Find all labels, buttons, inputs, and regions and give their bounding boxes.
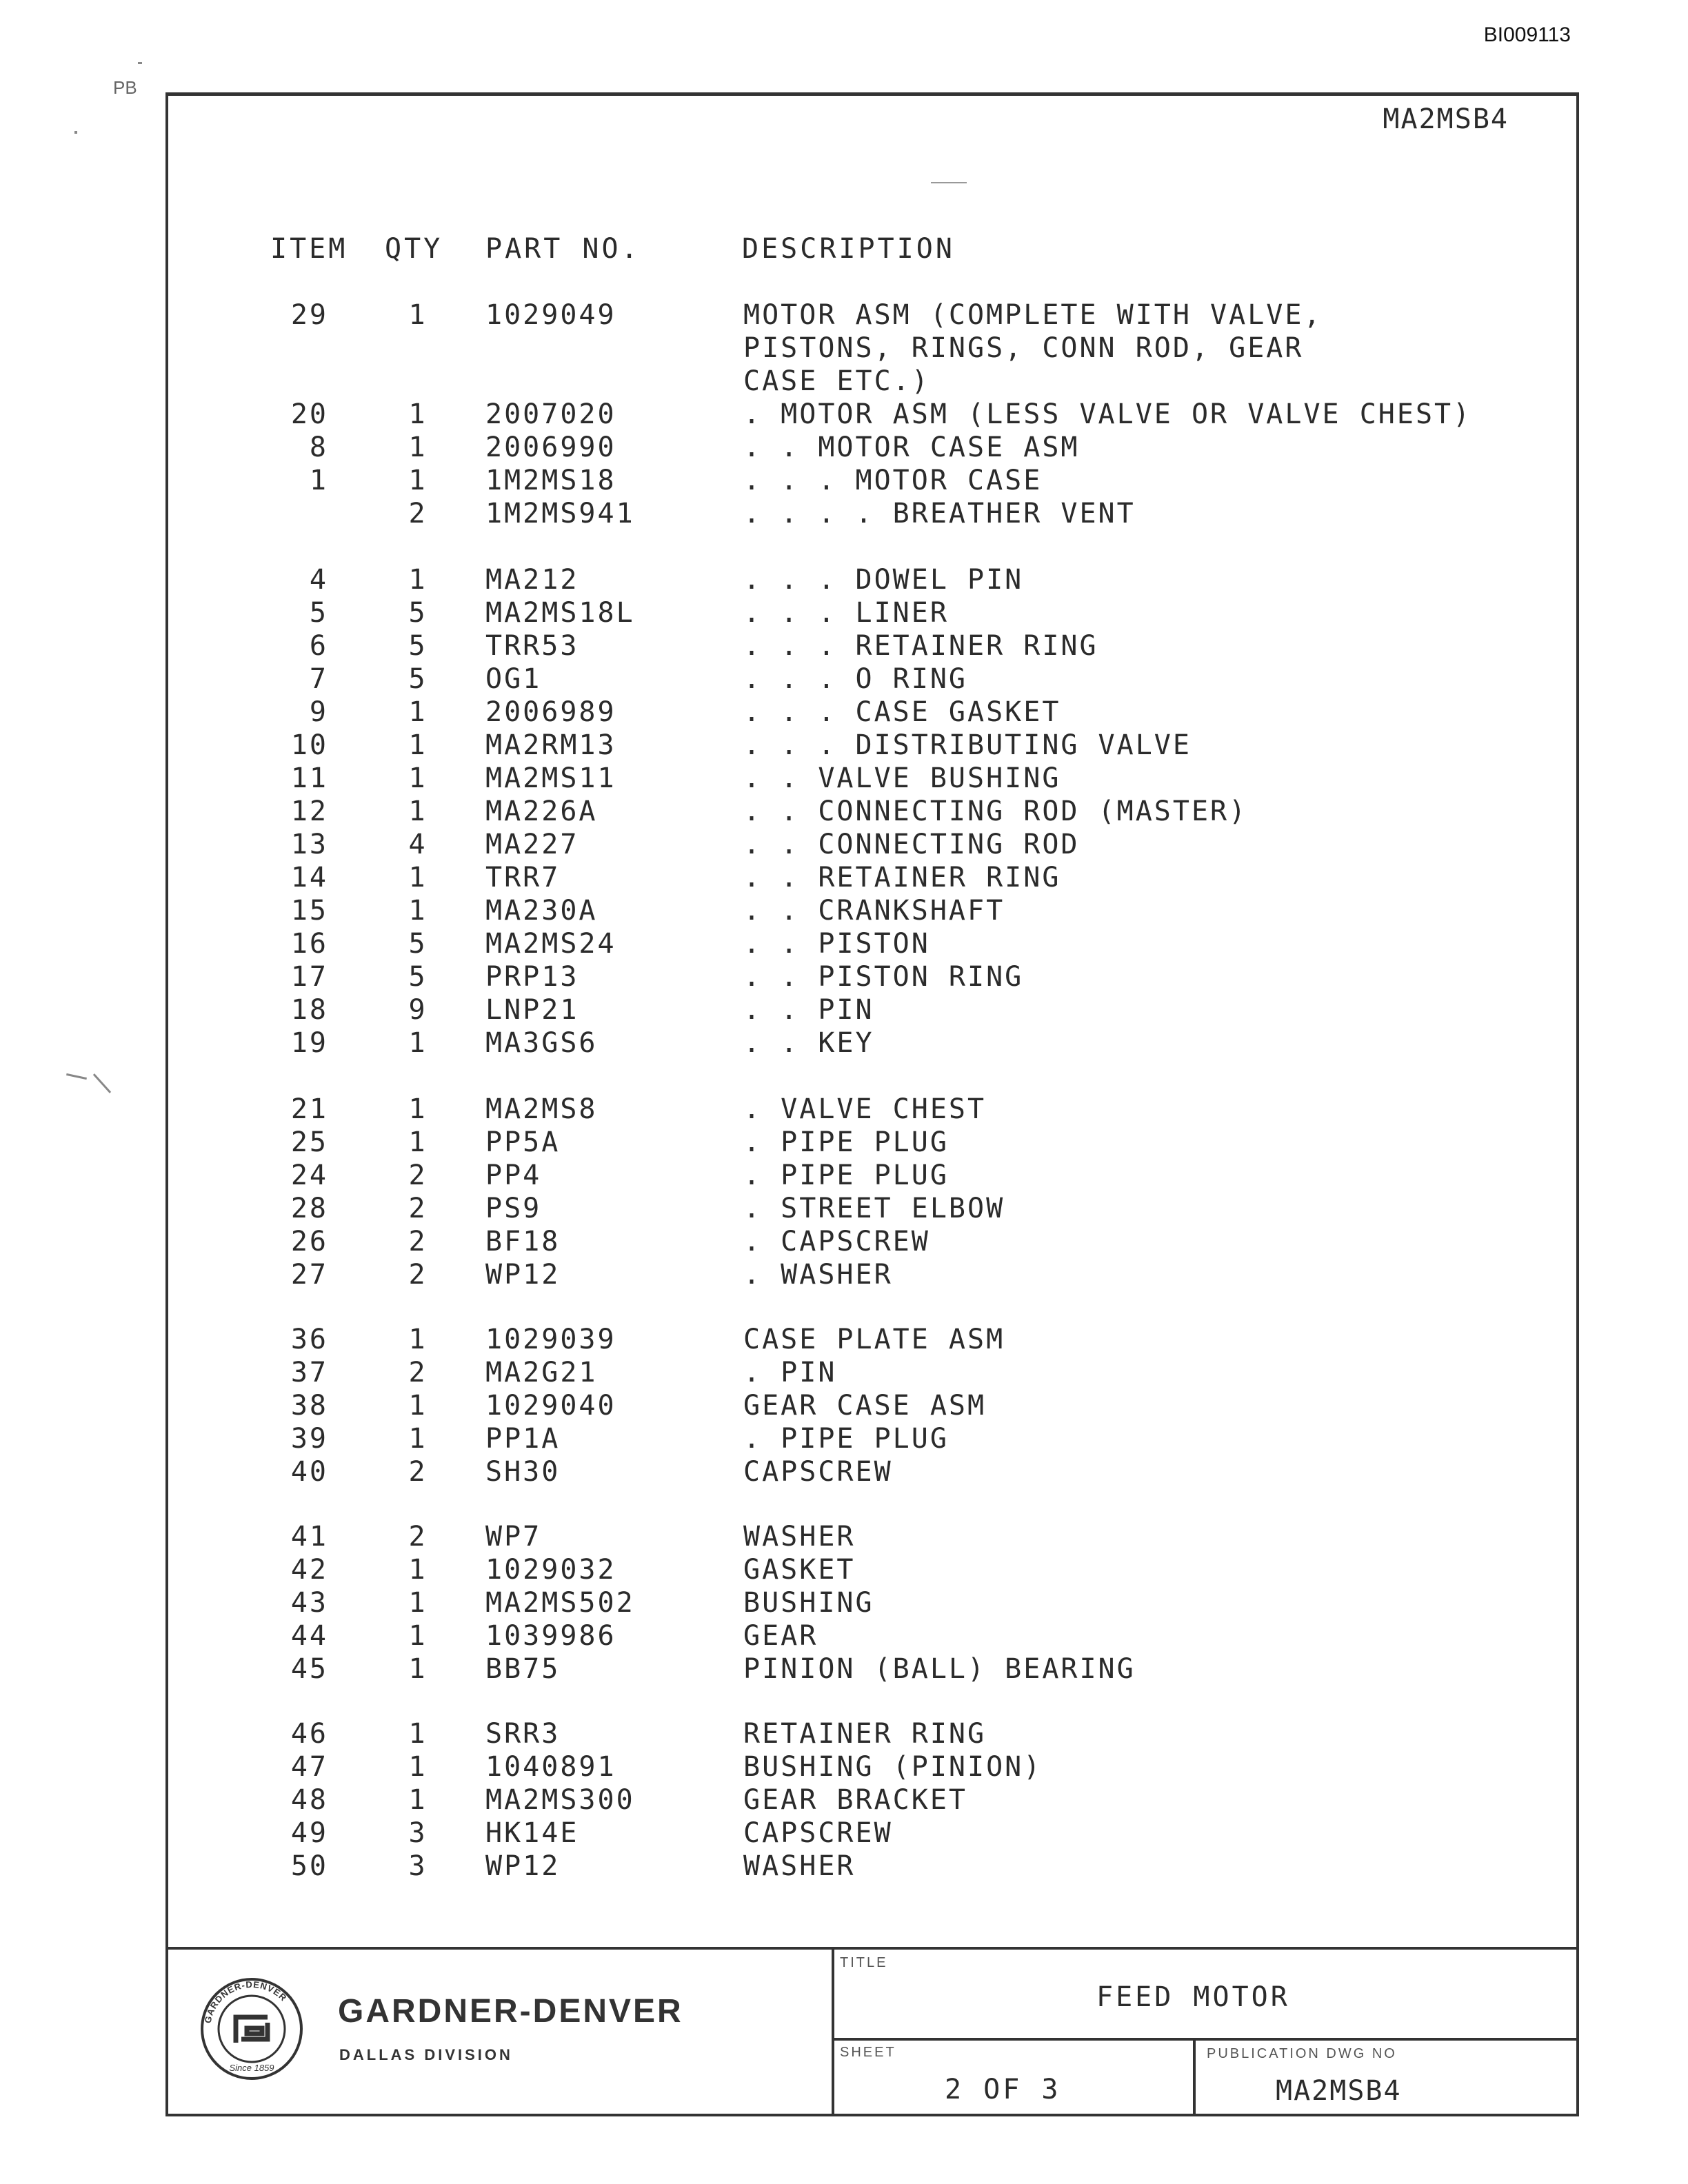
item-number: 1: [309, 465, 328, 496]
item-number: 15: [290, 895, 328, 927]
document-number: MA2MSB4: [1383, 103, 1509, 135]
item-number: 37: [290, 1357, 328, 1388]
item-number: 50: [290, 1850, 328, 1882]
quantity: 5: [408, 630, 428, 662]
item-number: 29: [290, 299, 328, 331]
part-number: MA230A: [485, 895, 598, 927]
sheet-label: SHEET: [840, 2045, 896, 2060]
quantity: 1: [408, 696, 428, 728]
item-number: 11: [290, 762, 328, 794]
quantity: 1: [408, 729, 428, 761]
part-description: . VALVE CHEST: [743, 1093, 987, 1125]
part-description: . . PISTON: [743, 928, 930, 960]
part-description: CAPSCREW: [743, 1817, 893, 1849]
part-number: WP12: [485, 1259, 561, 1291]
division-name: DALLAS DIVISION: [339, 2046, 513, 2063]
part-description: PINION (BALL) BEARING: [743, 1653, 1136, 1685]
quantity: 2: [408, 498, 428, 529]
quantity: 1: [408, 862, 428, 893]
item-number: 20: [290, 398, 328, 430]
part-number: PRP13: [485, 961, 579, 993]
part-description: . . . CASE GASKET: [743, 696, 1061, 728]
part-description: . . CRANKSHAFT: [743, 895, 1005, 927]
part-number: LNP21: [485, 994, 579, 1026]
quantity: 1: [408, 1423, 428, 1455]
part-number: MA227: [485, 829, 579, 860]
item-number: 21: [290, 1093, 328, 1125]
quantity: 1: [408, 796, 428, 827]
quantity: 1: [408, 564, 428, 596]
scan-speck: [74, 131, 77, 134]
quantity: 1: [408, 299, 428, 331]
quantity: 4: [408, 829, 428, 860]
item-number: 10: [290, 729, 328, 761]
part-description: GEAR CASE ASM: [743, 1390, 987, 1422]
part-number: TRR53: [485, 630, 579, 662]
publication-label: PUBLICATION DWG NO: [1207, 2046, 1397, 2061]
part-number: 1029049: [485, 299, 616, 331]
title-block: [165, 1947, 1578, 2116]
part-number: PP5A: [485, 1126, 561, 1158]
quantity: 2: [408, 1193, 428, 1224]
quantity: 3: [408, 1817, 428, 1849]
part-description: . PIPE PLUG: [743, 1126, 949, 1158]
part-description: BUSHING (PINION): [743, 1751, 1043, 1783]
title-block-divider: [832, 1950, 834, 2116]
part-description: . . . DOWEL PIN: [743, 564, 1024, 596]
part-description: BUSHING: [743, 1587, 874, 1619]
handwritten-initials: PB: [113, 77, 137, 98]
item-number: 19: [290, 1027, 328, 1059]
part-description: . WASHER: [743, 1259, 893, 1291]
quantity: 1: [408, 1554, 428, 1586]
header-description: DESCRIPTION: [742, 233, 955, 265]
part-description: . STREET ELBOW: [743, 1193, 1005, 1224]
part-number: OG1: [485, 663, 542, 695]
quantity: 1: [408, 1784, 428, 1816]
scan-speck: [93, 1073, 111, 1093]
item-number: 25: [290, 1126, 328, 1158]
part-description: . . . . BREATHER VENT: [743, 498, 1136, 529]
part-description: . . . O RING: [743, 663, 967, 695]
part-number: SRR3: [485, 1718, 561, 1750]
part-number: MA226A: [485, 796, 598, 827]
quantity: 1: [408, 762, 428, 794]
item-number: 18: [290, 994, 328, 1026]
quantity: 1: [408, 1587, 428, 1619]
part-number: 2006989: [485, 696, 616, 728]
item-number: 5: [309, 597, 328, 629]
part-description: CASE PLATE ASM: [743, 1324, 1005, 1355]
part-description: . PIPE PLUG: [743, 1423, 949, 1455]
company-name: GARDNER-DENVER: [338, 1993, 683, 2030]
quantity: 2: [408, 1160, 428, 1191]
item-number: 49: [290, 1817, 328, 1849]
part-description: WASHER: [743, 1850, 856, 1882]
item-number: 48: [290, 1784, 328, 1816]
item-number: 40: [290, 1456, 328, 1488]
part-number: 2006990: [485, 432, 616, 463]
part-number: TRR7: [485, 862, 561, 893]
part-description: GASKET: [743, 1554, 856, 1586]
part-description: . . VALVE BUSHING: [743, 762, 1061, 794]
item-number: 26: [290, 1226, 328, 1257]
scan-speck: [66, 1073, 87, 1080]
item-number: 7: [309, 663, 328, 695]
part-description: . . CONNECTING ROD: [743, 829, 1080, 860]
item-number: 43: [290, 1587, 328, 1619]
sheet-number: 2 OF 3: [945, 2074, 1061, 2105]
quantity: 1: [408, 398, 428, 430]
part-description: . . PISTON RING: [743, 961, 1024, 993]
part-description: MOTOR ASM (COMPLETE WITH VALVE,: [743, 299, 1323, 331]
item-number: 17: [290, 961, 328, 993]
part-number: 2007020: [485, 398, 616, 430]
part-description: . . KEY: [743, 1027, 874, 1059]
part-description: . . CONNECTING ROD (MASTER): [743, 796, 1248, 827]
item-number: 47: [290, 1751, 328, 1783]
quantity: 5: [408, 597, 428, 629]
gardner-denver-logo: [200, 1977, 303, 2081]
quantity: 2: [408, 1521, 428, 1553]
quantity: 9: [408, 994, 428, 1026]
item-number: 4: [309, 564, 328, 596]
part-number: 1M2MS18: [485, 465, 616, 496]
part-description: PISTONS, RINGS, CONN ROD, GEAR: [743, 332, 1304, 364]
item-number: 28: [290, 1193, 328, 1224]
item-number: 46: [290, 1718, 328, 1750]
quantity: 1: [408, 1718, 428, 1750]
part-description: . . . MOTOR CASE: [743, 465, 1043, 496]
item-number: 9: [309, 696, 328, 728]
divider-mark: [931, 182, 967, 183]
part-description: . . . DISTRIBUTING VALVE: [743, 729, 1192, 761]
part-description: GEAR: [743, 1620, 818, 1652]
part-number: 1029039: [485, 1324, 616, 1355]
part-description: RETAINER RING: [743, 1718, 987, 1750]
part-number: MA212: [485, 564, 579, 596]
drawing-title: FEED MOTOR: [1096, 1981, 1290, 2013]
item-number: 27: [290, 1259, 328, 1291]
quantity: 2: [408, 1259, 428, 1291]
quantity: 1: [408, 1653, 428, 1685]
part-description: . MOTOR ASM (LESS VALVE OR VALVE CHEST): [743, 398, 1472, 430]
part-number: BB75: [485, 1653, 561, 1685]
part-number: PP4: [485, 1160, 542, 1191]
part-number: MA2MS11: [485, 762, 616, 794]
part-description: . . . RETAINER RING: [743, 630, 1098, 662]
item-number: 36: [290, 1324, 328, 1355]
logo-ring-text: GARDNER-DENVER: [202, 1979, 290, 2025]
part-number: 1M2MS941: [485, 498, 635, 529]
part-description: WASHER: [743, 1521, 856, 1553]
part-number: MA2G21: [485, 1357, 598, 1388]
quantity: 5: [408, 663, 428, 695]
item-number: 13: [290, 829, 328, 860]
part-description: . PIN: [743, 1357, 837, 1388]
item-number: 6: [309, 630, 328, 662]
quantity: 5: [408, 928, 428, 960]
item-number: 16: [290, 928, 328, 960]
quantity: 1: [408, 1126, 428, 1158]
title-label: TITLE: [840, 1955, 888, 1970]
item-number: 42: [290, 1554, 328, 1586]
part-number: HK14E: [485, 1817, 579, 1849]
header-part-no: PART NO.: [485, 233, 641, 265]
publication-number: MA2MSB4: [1276, 2075, 1402, 2107]
part-number: 1039986: [485, 1620, 616, 1652]
quantity: 2: [408, 1456, 428, 1488]
quantity: 1: [408, 1390, 428, 1422]
quantity: 1: [408, 1093, 428, 1125]
logo-since-text: Since 1859: [229, 2063, 274, 2073]
item-number: 8: [309, 432, 328, 463]
quantity: 1: [408, 1620, 428, 1652]
item-number: 12: [290, 796, 328, 827]
part-description: GEAR BRACKET: [743, 1784, 967, 1816]
part-number: MA2MS8: [485, 1093, 598, 1125]
item-number: 45: [290, 1653, 328, 1685]
part-number: MA3GS6: [485, 1027, 598, 1059]
part-number: MA2MS24: [485, 928, 616, 960]
item-number: 41: [290, 1521, 328, 1553]
document-stamp: BI009113: [1483, 23, 1571, 46]
quantity: 1: [408, 1751, 428, 1783]
part-description: . . . LINER: [743, 597, 949, 629]
scan-speck: [138, 62, 142, 64]
part-description: . CAPSCREW: [743, 1226, 930, 1257]
part-description: . . RETAINER RING: [743, 862, 1061, 893]
part-number: MA2MS300: [485, 1784, 635, 1816]
item-number: 44: [290, 1620, 328, 1652]
quantity: 2: [408, 1226, 428, 1257]
part-description: . . PIN: [743, 994, 874, 1026]
item-number: 39: [290, 1423, 328, 1455]
part-number: PS9: [485, 1193, 542, 1224]
part-number: PP1A: [485, 1423, 561, 1455]
title-block-divider: [1193, 2038, 1196, 2116]
part-number: MA2MS502: [485, 1587, 635, 1619]
quantity: 1: [408, 465, 428, 496]
item-number: 38: [290, 1390, 328, 1422]
part-number: WP12: [485, 1850, 561, 1882]
quantity: 1: [408, 895, 428, 927]
item-number: 24: [290, 1160, 328, 1191]
quantity: 5: [408, 961, 428, 993]
part-number: WP7: [485, 1521, 542, 1553]
header-item: ITEM: [270, 233, 348, 265]
quantity: 3: [408, 1850, 428, 1882]
title-block-divider: [832, 2038, 1578, 2041]
part-number: SH30: [485, 1456, 561, 1488]
part-description: CAPSCREW: [743, 1456, 893, 1488]
header-qty: QTY: [385, 233, 443, 265]
item-number: 14: [290, 862, 328, 893]
part-number: 1029032: [485, 1554, 616, 1586]
part-number: BF18: [485, 1226, 561, 1257]
quantity: 1: [408, 432, 428, 463]
part-number: MA2RM13: [485, 729, 616, 761]
part-number: 1029040: [485, 1390, 616, 1422]
quantity: 1: [408, 1324, 428, 1355]
part-number: 1040891: [485, 1751, 616, 1783]
part-description: CASE ETC.): [743, 365, 930, 397]
quantity: 2: [408, 1357, 428, 1388]
quantity: 1: [408, 1027, 428, 1059]
part-description: . PIPE PLUG: [743, 1160, 949, 1191]
part-description: . . MOTOR CASE ASM: [743, 432, 1080, 463]
part-number: MA2MS18L: [485, 597, 635, 629]
